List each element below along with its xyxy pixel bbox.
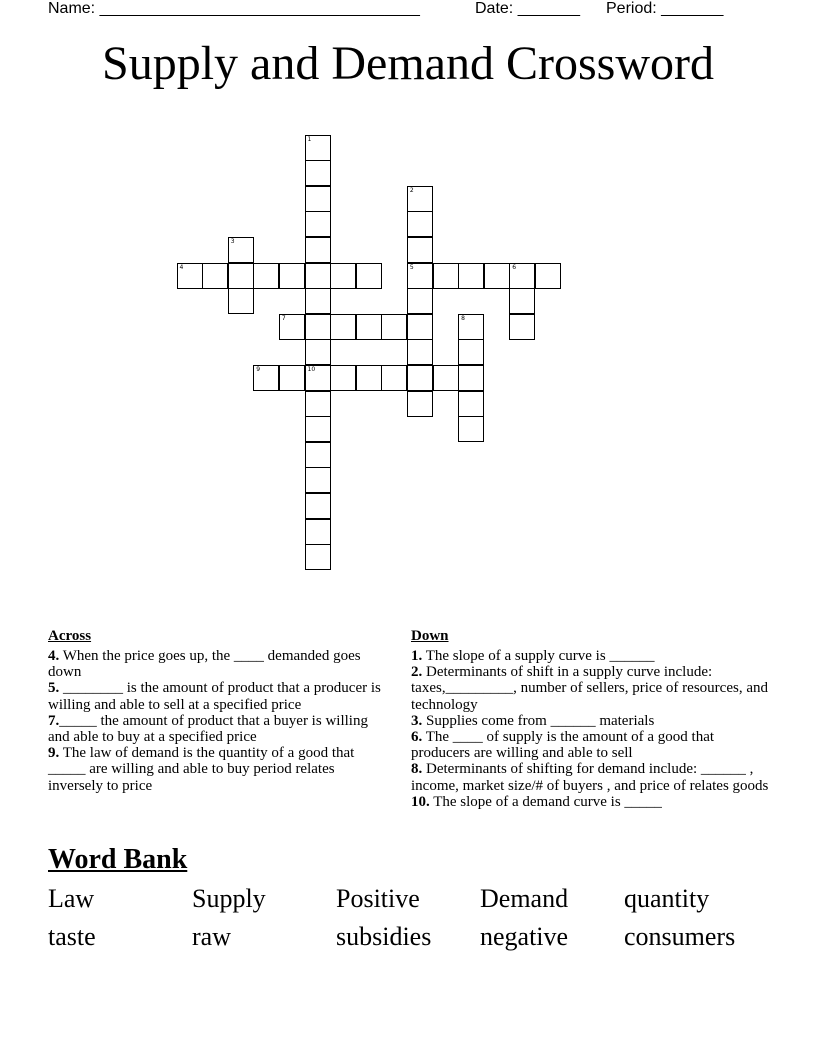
crossword-cell[interactable] [381, 365, 407, 391]
crossword-cell[interactable] [305, 493, 331, 519]
crossword-cell[interactable] [356, 314, 382, 340]
crossword-cell[interactable] [228, 288, 254, 314]
clue-number: 9 [256, 365, 261, 373]
crossword-cell[interactable] [509, 288, 535, 314]
word-bank-word: Supply [192, 884, 266, 913]
word-bank-word: Positive [336, 884, 420, 913]
word-bank-word: taste [48, 922, 96, 951]
crossword-cell[interactable] [330, 314, 356, 340]
across-clues [48, 628, 388, 794]
crossword-cell[interactable] [305, 186, 331, 212]
crossword-cell[interactable] [356, 365, 382, 391]
word-bank-word: Demand [480, 884, 569, 913]
word-bank-word: consumers [624, 922, 736, 951]
clue-number: 10 [307, 365, 316, 373]
crossword-cell[interactable] [305, 442, 331, 468]
crossword-cell[interactable] [433, 263, 459, 289]
crossword-cell[interactable] [381, 314, 407, 340]
crossword-cell[interactable] [305, 288, 331, 314]
word-bank-heading: Word Bank [48, 844, 188, 875]
clue-number: 2 [409, 186, 414, 194]
clue-number: 3 [230, 237, 235, 245]
crossword-cell[interactable] [305, 519, 331, 545]
crossword-cell[interactable] [407, 263, 433, 289]
crossword-cell[interactable] [458, 391, 484, 417]
clue-down-10: 10. The slope of a demand curve is _____ [411, 793, 662, 810]
clue-number: 1 [307, 135, 312, 143]
crossword-cell[interactable] [202, 263, 228, 289]
crossword-cell[interactable] [305, 391, 331, 417]
clue-down-3: 3. Supplies come from ______ materials [411, 712, 655, 729]
word-bank-word: subsidies [336, 922, 432, 951]
crossword-cell[interactable] [458, 416, 484, 442]
period-field[interactable]: Period: _______ [606, 0, 724, 17]
crossword-cell[interactable] [407, 365, 433, 391]
crossword-cell[interactable] [407, 211, 433, 237]
crossword-cell[interactable] [330, 365, 356, 391]
crossword-cell[interactable] [407, 314, 433, 340]
date-field[interactable]: Date: _______ [475, 0, 580, 17]
clue-number: 4 [179, 263, 184, 271]
clue-number: 5 [409, 263, 414, 271]
down-clues [411, 628, 771, 810]
clue-number: 8 [461, 314, 465, 322]
word-bank-word: raw [192, 922, 231, 951]
across-heading: Across [48, 628, 92, 644]
clue-down-6: 6. The ____ of supply is the amount of a good that producers are willing and able to sell [411, 729, 715, 762]
crossword-cell[interactable] [407, 237, 433, 263]
crossword-cell[interactable] [279, 365, 305, 391]
crossword-cell[interactable] [279, 314, 305, 340]
clue-down-1: 1. The slope of a supply curve is ______ [411, 648, 655, 664]
crossword-cell[interactable] [305, 237, 331, 263]
crossword-cell[interactable] [177, 263, 203, 289]
down-heading: Down [411, 628, 449, 644]
crossword-cell[interactable] [305, 211, 331, 237]
clue-across-9: 9. The law of demand is the quantity of a good that _____ are willing and able to buy period relates inversely to price [48, 745, 355, 794]
crossword-cell[interactable] [509, 314, 535, 340]
crossword-cell[interactable] [509, 263, 535, 289]
crossword-cell[interactable] [305, 135, 331, 161]
clue-across-4: 4. When the price goes up, the ____ demanded goes down [48, 648, 361, 681]
crossword-cell[interactable] [305, 544, 331, 570]
crossword-cell[interactable] [305, 160, 331, 186]
crossword-cell[interactable] [407, 288, 433, 314]
crossword-cell[interactable] [458, 339, 484, 365]
crossword-cell[interactable] [458, 263, 484, 289]
word-bank-word: Law [48, 884, 95, 913]
word-bank-word: quantity [624, 884, 710, 913]
clue-number: 6 [512, 263, 517, 271]
name-field[interactable]: Name: ____________________________________ [48, 0, 420, 17]
crossword-cell[interactable] [458, 314, 484, 340]
crossword-cell[interactable] [253, 263, 279, 289]
crossword-cell[interactable] [279, 263, 305, 289]
crossword-cell[interactable] [305, 416, 331, 442]
crossword-cell[interactable] [305, 467, 331, 493]
crossword-cell[interactable] [305, 339, 331, 365]
crossword-cell[interactable] [356, 263, 382, 289]
crossword-cell[interactable] [228, 237, 254, 263]
crossword-cell[interactable] [407, 339, 433, 365]
crossword-cell[interactable] [305, 263, 331, 289]
crossword-cell[interactable] [484, 263, 510, 289]
crossword-cell[interactable] [305, 314, 331, 340]
clue-across-7: 7._____ the amount of product that a buyer is willing and able to buy at a specified price [48, 712, 368, 746]
crossword-cell[interactable] [305, 365, 331, 391]
page-title: Supply and Demand Crossword [102, 37, 714, 90]
crossword-cell[interactable] [433, 365, 459, 391]
word-bank-word: negative [480, 922, 569, 951]
clue-down-2: 2. Determinants of shift in a supply curve include: taxes,_________, number of sellers, price of resources, and technology [411, 664, 768, 713]
crossword-cell[interactable] [407, 391, 433, 417]
clue-across-5: 5. ________ is the amount of product that a producer is willing and able to sell at a specified price [48, 680, 381, 713]
crossword-cell[interactable] [407, 186, 433, 212]
crossword-cell[interactable] [228, 263, 254, 289]
crossword-cell[interactable] [458, 365, 484, 391]
crossword-cell[interactable] [535, 263, 561, 289]
crossword-cell[interactable] [253, 365, 279, 391]
clue-number: 7 [281, 314, 286, 322]
clue-down-8: 8. Determinants of shifting for demand include: ______ , income, market size/# of buyers , and price of relates goods [411, 761, 769, 794]
crossword-cell[interactable] [330, 263, 356, 289]
